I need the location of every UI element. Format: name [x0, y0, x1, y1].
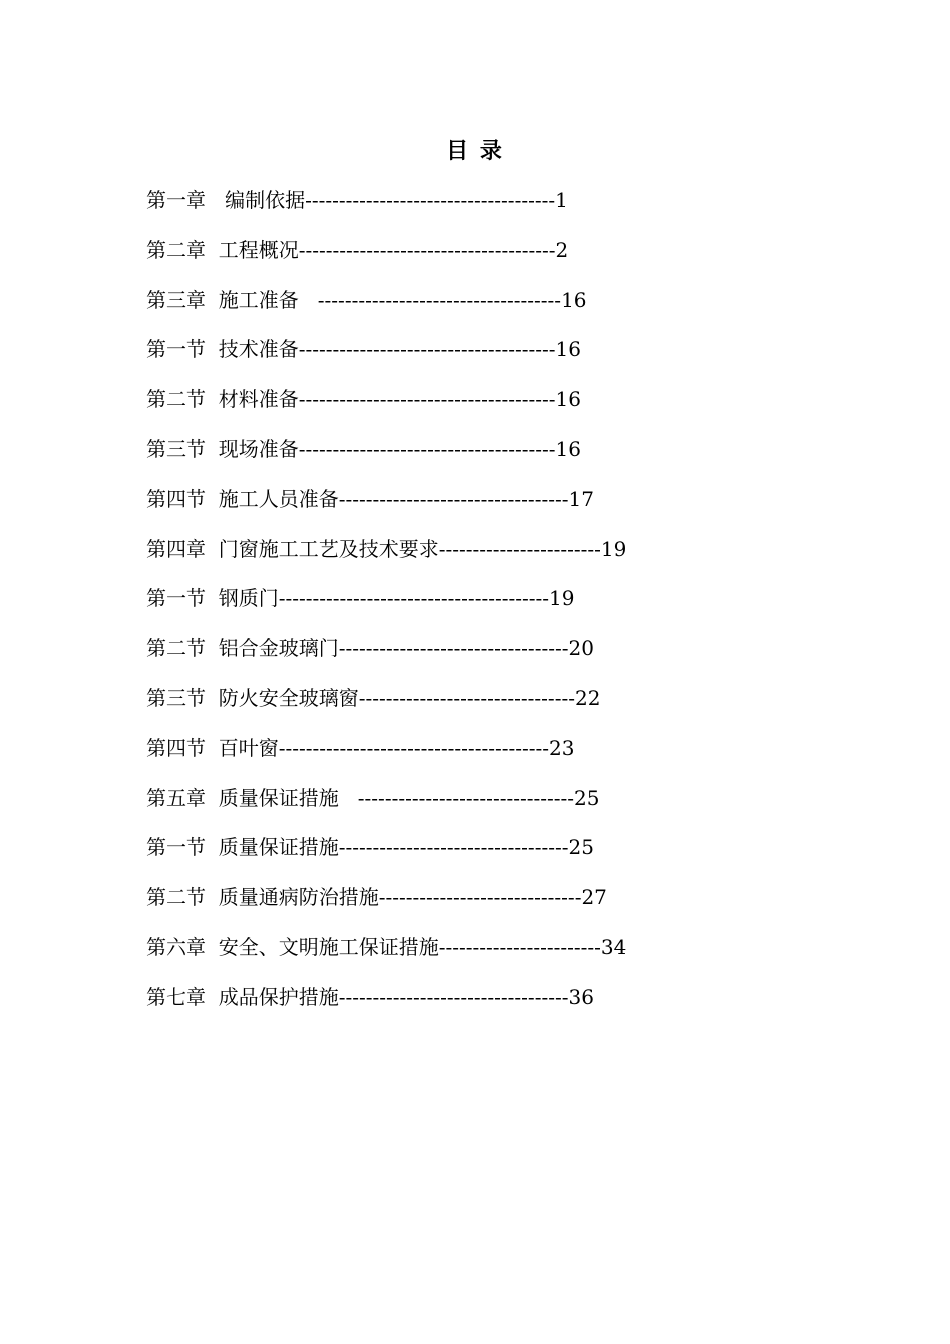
- toc-entry: [146, 733, 786, 783]
- toc-entry: [146, 285, 786, 335]
- toc-entry-text: 第三节 现场准备--------------------------------------16: [146, 436, 581, 461]
- toc-entry: [146, 334, 786, 384]
- toc-entry: [146, 434, 786, 484]
- toc-entry-text: 第一节 技术准备--------------------------------------16: [146, 337, 581, 362]
- toc-entry-text: 第四章 门窗施工工艺及技术要求------------------------19: [146, 536, 627, 561]
- toc-entry: [146, 633, 786, 683]
- toc-entry-text: 第三节 防火安全玻璃窗--------------------------------22: [146, 685, 601, 710]
- toc-entry: [146, 384, 786, 434]
- toc-entry-text: 第一章 编制依据-------------------------------------1: [146, 188, 568, 212]
- toc-entry-text: 第四节 施工人员准备----------------------------------17: [146, 486, 594, 511]
- toc-entry-text: 第五章 质量保证措施 --------------------------------25: [146, 785, 600, 810]
- toc-entry: [146, 882, 786, 932]
- toc-entry: [146, 185, 786, 235]
- toc-entry-text: 第六章 安全、文明施工保证措施------------------------34: [146, 934, 627, 959]
- toc-entry-text: 第三章 施工准备 ------------------------------------16: [146, 287, 587, 312]
- toc-entry: [146, 534, 786, 584]
- toc-list: [146, 185, 786, 1032]
- toc-entry: [146, 484, 786, 534]
- toc-title: 目 录: [446, 138, 504, 164]
- toc-entry: [146, 783, 786, 833]
- toc-entry-text: 第七章 成品保护措施----------------------------------36: [146, 984, 594, 1009]
- toc-entry-text: 第一节 质量保证措施----------------------------------25: [146, 835, 594, 860]
- toc-entry-text: 第二章 工程概况--------------------------------------2: [146, 237, 569, 262]
- toc-entry: [146, 982, 786, 1032]
- toc-entry: [146, 583, 786, 633]
- toc-entry: [146, 235, 786, 285]
- toc-entry-text: 第一节 钢质门----------------------------------------19: [146, 586, 575, 611]
- toc-entry: [146, 683, 786, 733]
- toc-entry-text: 第二节 质量通病防治措施------------------------------27: [146, 885, 607, 910]
- toc-entry: [146, 832, 786, 882]
- toc-entry-text: 第四节 百叶窗----------------------------------------23: [146, 735, 575, 760]
- toc-entry: [146, 932, 786, 982]
- toc-entry-text: 第二节 材料准备--------------------------------------16: [146, 387, 581, 412]
- toc-entry-text: 第二节 铝合金玻璃门----------------------------------20: [146, 636, 594, 661]
